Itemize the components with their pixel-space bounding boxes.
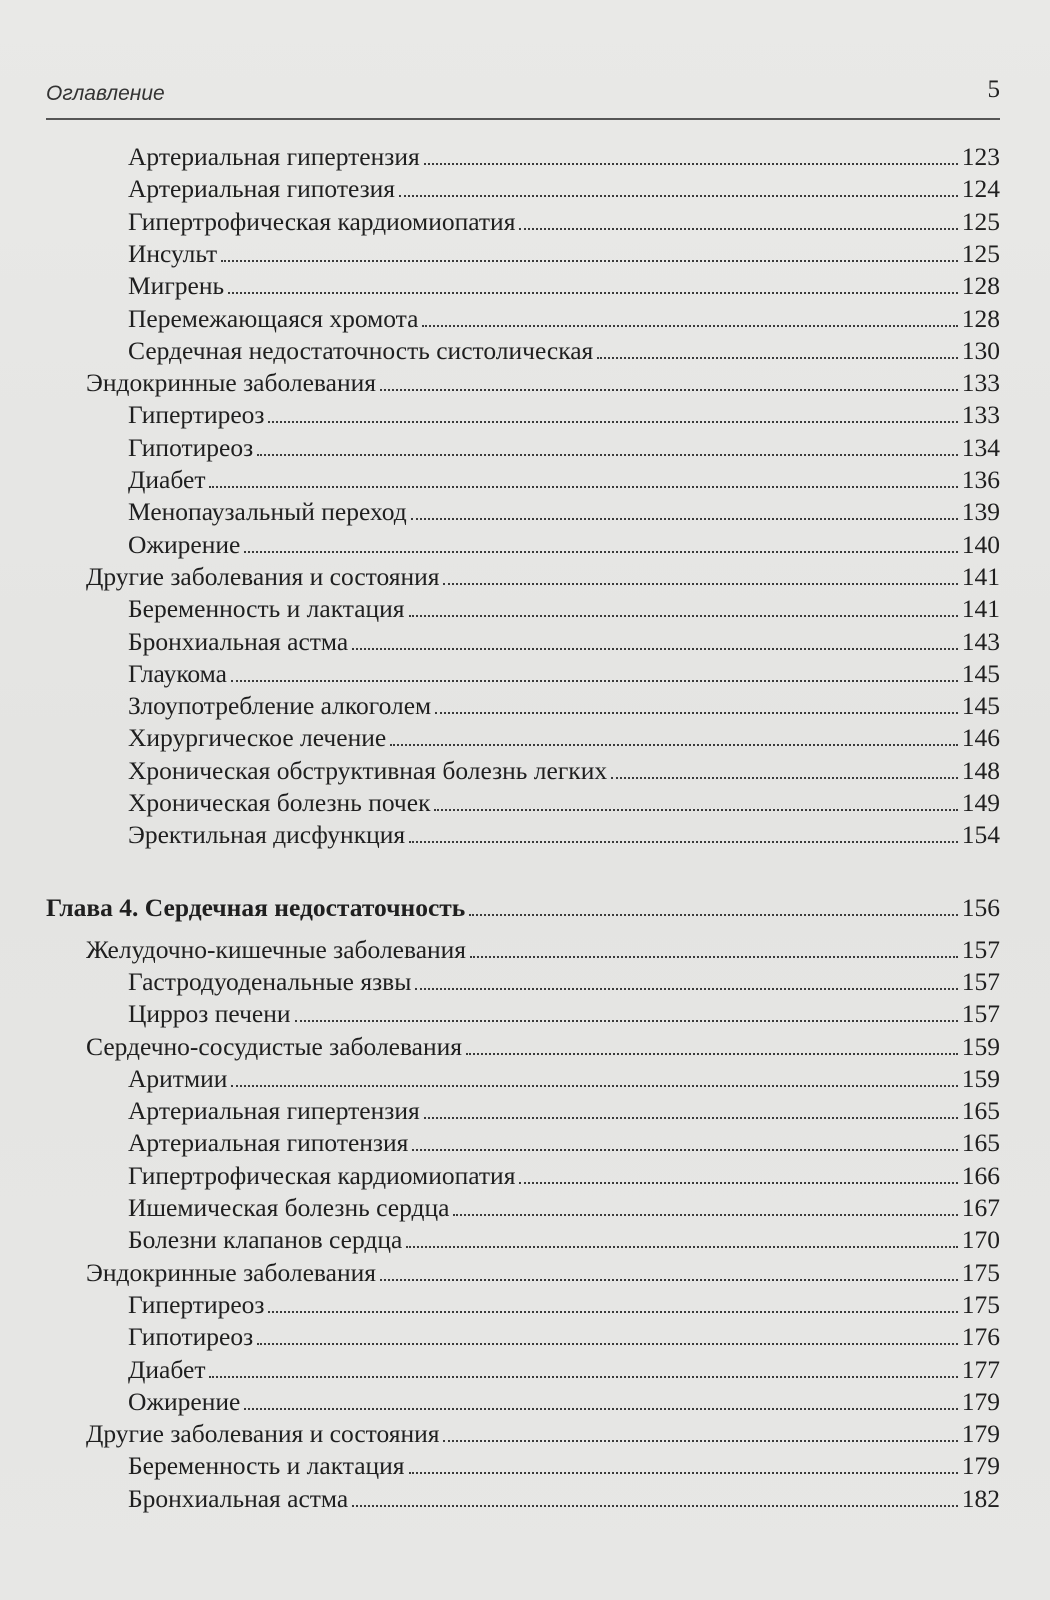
toc-entry-page: 165	[961, 1096, 1000, 1126]
toc-entry-label: Артериальная гипотензия	[128, 1128, 409, 1158]
toc-entry-page: 149	[961, 788, 1000, 817]
toc-entry-page: 179	[961, 1386, 1000, 1416]
dot-leader	[380, 1279, 958, 1281]
toc-subsection	[128, 818, 1000, 852]
toc-subsection	[128, 205, 1000, 239]
toc-subsection	[128, 754, 1000, 788]
dot-leader	[209, 486, 957, 488]
toc-subsection	[128, 463, 1000, 497]
dot-leader	[268, 421, 957, 423]
toc-subsection	[128, 334, 1000, 368]
toc-entry-label: Беременность и лактация	[128, 594, 405, 624]
toc-subsection	[128, 1094, 1000, 1128]
dot-leader	[221, 260, 958, 262]
dot-leader	[443, 583, 957, 585]
toc-subsection	[128, 269, 1000, 303]
dot-leader	[519, 1182, 957, 1184]
toc-entry-label: Ожирение	[128, 529, 241, 559]
toc-subsection	[128, 398, 1000, 432]
toc-entry-label: Диабет	[128, 465, 206, 494]
toc-entry-label: Глаукома	[128, 658, 227, 688]
toc-subsection	[128, 237, 1000, 271]
toc-entry-label: Гастродуоденальные язвы	[128, 966, 412, 996]
dot-leader	[435, 712, 958, 714]
toc-subsection	[128, 1353, 1000, 1387]
toc-entry-label: Гипертиреоз	[128, 1289, 265, 1319]
toc-entry-label: Перемежающаяся хромота	[128, 303, 419, 333]
toc-entry-page: 130	[961, 335, 1000, 365]
toc-entry-label: Эректильная дисфункция	[128, 820, 406, 850]
toc-entry-page: 179	[961, 1451, 1000, 1481]
toc-entry-page: 159	[961, 1031, 1000, 1061]
toc-subsection	[128, 997, 1000, 1031]
dot-leader	[244, 1408, 957, 1410]
dot-leader	[424, 163, 958, 165]
toc-entry-label: Гипотиреоз	[128, 1322, 254, 1352]
toc-subsection	[128, 1191, 1000, 1225]
dot-leader	[231, 1085, 957, 1087]
toc-entry-label: Бронхиальная астма	[128, 1483, 349, 1513]
dot-leader	[209, 1376, 957, 1378]
toc-entry-page: 134	[961, 432, 1000, 462]
toc-subsection	[128, 431, 1000, 465]
table-of-contents	[46, 0, 1000, 1600]
toc-entry-label: Злоупотребление алкоголем	[128, 691, 432, 721]
toc-entry-label: Сердечно-сосудистые заболевания	[86, 1031, 463, 1061]
dot-leader	[422, 325, 957, 327]
toc-entry-page: 140	[961, 529, 1000, 559]
dot-leader	[295, 1020, 958, 1022]
toc-entry-label: Артериальная гипертензия	[128, 1096, 420, 1126]
dot-leader	[231, 680, 958, 682]
toc-entry-page: 175	[961, 1289, 1000, 1319]
toc-entry-label: Хроническая болезнь почек	[128, 788, 431, 817]
toc-entry-page: 156	[961, 892, 1000, 922]
toc-entry-page: 143	[961, 626, 1000, 656]
toc-entry-page: 124	[961, 174, 1000, 204]
dot-leader	[470, 956, 958, 958]
dot-leader	[443, 1440, 957, 1442]
toc-entry-page: 175	[961, 1257, 1000, 1287]
toc-entry-label: Гипертрофическая кардиомиопатия	[128, 1160, 516, 1190]
toc-entry-page: 157	[961, 966, 1000, 996]
dot-leader	[415, 988, 957, 990]
dot-leader	[228, 292, 958, 294]
toc-subsection	[128, 172, 1000, 206]
toc-entry-label: Ожирение	[128, 1386, 241, 1416]
dot-leader	[412, 1149, 957, 1151]
toc-subsection	[128, 302, 1000, 336]
toc-entry-page: 179	[961, 1419, 1000, 1449]
dot-leader	[244, 551, 957, 553]
toc-entry-page: 165	[961, 1128, 1000, 1158]
dot-leader	[390, 744, 958, 746]
toc-entry-page: 141	[961, 594, 1000, 624]
toc-entry-label: Гипертрофическая кардиомиопатия	[128, 206, 516, 236]
toc-entry-page: 166	[961, 1160, 1000, 1190]
toc-entry-label: Беременность и лактация	[128, 1451, 405, 1481]
toc-entry-page: 157	[961, 999, 1000, 1029]
toc-entry-label: Другие заболевания и состояния	[86, 561, 440, 591]
toc-entry-label: Другие заболевания и состояния	[86, 1419, 440, 1449]
dot-leader	[434, 809, 957, 811]
toc-entry-label: Эндокринные заболевания	[86, 1257, 376, 1287]
dot-leader	[406, 1246, 957, 1248]
dot-leader	[257, 1343, 958, 1345]
toc-subsection	[128, 1320, 1000, 1354]
toc-subsection	[128, 592, 1000, 626]
toc-entry-label: Гипертиреоз	[128, 400, 265, 430]
dot-leader	[409, 615, 958, 617]
toc-entry-label: Артериальная гипотезия	[128, 174, 396, 204]
toc-entry-label: Хроническая обструктивная болезнь легких	[128, 755, 608, 785]
toc-subsection	[128, 1126, 1000, 1160]
toc-entry-page: 133	[961, 400, 1000, 430]
toc-subsection	[128, 1223, 1000, 1257]
toc-entry-page: 159	[961, 1063, 1000, 1093]
dot-leader	[380, 389, 958, 391]
toc-entry-page: 141	[961, 561, 1000, 591]
toc-entry-page: 133	[961, 368, 1000, 398]
dot-leader	[409, 1472, 958, 1474]
toc-entry-page: 157	[961, 934, 1000, 964]
toc-subsection	[128, 689, 1000, 723]
dot-leader	[469, 914, 957, 916]
toc-entry-label: Болезни клапанов сердца	[128, 1225, 403, 1255]
toc-entry-label: Мигрень	[128, 271, 225, 301]
toc-subsection	[128, 721, 1000, 755]
running-header-title: Оглавление	[46, 82, 165, 105]
dot-leader	[597, 357, 957, 359]
toc-entry-label: Ишемическая болезнь сердца	[128, 1193, 450, 1222]
toc-entry-page: 148	[961, 755, 1000, 785]
toc-entry-page: 136	[961, 465, 1000, 494]
toc-entry-label: Цирроз печени	[128, 999, 291, 1029]
toc-subsection	[128, 1482, 1000, 1516]
dot-leader	[257, 454, 958, 456]
toc-entry-label: Менопаузальный переход	[128, 497, 407, 527]
toc-subsection	[128, 965, 1000, 999]
dot-leader	[466, 1053, 958, 1055]
toc-chapter	[46, 891, 1000, 925]
toc-entry-label: Диабет	[128, 1354, 206, 1384]
toc-entry-page: 128	[961, 271, 1000, 301]
toc-subsection	[128, 657, 1000, 691]
toc-entry-page: 123	[961, 142, 1000, 171]
toc-entry-page: 167	[961, 1193, 1000, 1222]
toc-subsection	[128, 528, 1000, 562]
toc-section	[86, 1417, 1000, 1451]
toc-section	[86, 1030, 1000, 1064]
toc-entry-label: Глава 4. Сердечная недостаточность	[46, 892, 466, 922]
toc-entry-page: 177	[961, 1354, 1000, 1384]
toc-entry-page: 170	[961, 1225, 1000, 1255]
toc-entry-label: Сердечная недостаточность систолическая	[128, 335, 594, 365]
dot-leader	[399, 195, 958, 197]
toc-entry-page: 182	[961, 1483, 1000, 1513]
toc-entry-label: Гипотиреоз	[128, 432, 254, 462]
toc-subsection	[128, 625, 1000, 659]
toc-entry-page: 146	[961, 723, 1000, 753]
toc-entry-page: 128	[961, 303, 1000, 333]
toc-entry-page: 125	[961, 206, 1000, 236]
page-number: 5	[987, 76, 1000, 103]
toc-entry-label: Желудочно-кишечные заболевания	[86, 934, 467, 964]
dot-leader	[268, 1311, 957, 1313]
dot-leader	[352, 648, 958, 650]
toc-entry-page: 176	[961, 1322, 1000, 1352]
toc-entry-page: 139	[961, 497, 1000, 527]
toc-subsection	[128, 1062, 1000, 1096]
dot-leader	[352, 1505, 958, 1507]
toc-entry-label: Инсульт	[128, 238, 218, 268]
toc-entry-label: Хирургическое лечение	[128, 723, 387, 753]
toc-section	[86, 560, 1000, 594]
dot-leader	[453, 1214, 957, 1216]
toc-subsection	[128, 1159, 1000, 1193]
toc-entry-page: 145	[961, 658, 1000, 688]
toc-entry-page: 154	[961, 820, 1000, 850]
toc-section	[86, 933, 1000, 967]
toc-subsection	[128, 786, 1000, 820]
toc-entry-page: 145	[961, 691, 1000, 721]
toc-entry-label: Артериальная гипертензия	[128, 142, 420, 171]
toc-entry-page: 125	[961, 238, 1000, 268]
dot-leader	[519, 228, 957, 230]
toc-subsection	[128, 140, 1000, 174]
toc-entry-label: Эндокринные заболевания	[86, 368, 376, 398]
dot-leader	[424, 1117, 958, 1119]
toc-subsection	[128, 1449, 1000, 1483]
toc-entry-label: Аритмии	[128, 1063, 228, 1093]
toc-subsection	[128, 1288, 1000, 1322]
dot-leader	[611, 777, 958, 779]
toc-section	[86, 1256, 1000, 1290]
toc-section	[86, 366, 1000, 400]
toc-subsection	[128, 495, 1000, 529]
dot-leader	[411, 518, 958, 520]
toc-entry-label: Бронхиальная астма	[128, 626, 349, 656]
dot-leader	[409, 841, 958, 843]
toc-subsection	[128, 1385, 1000, 1419]
